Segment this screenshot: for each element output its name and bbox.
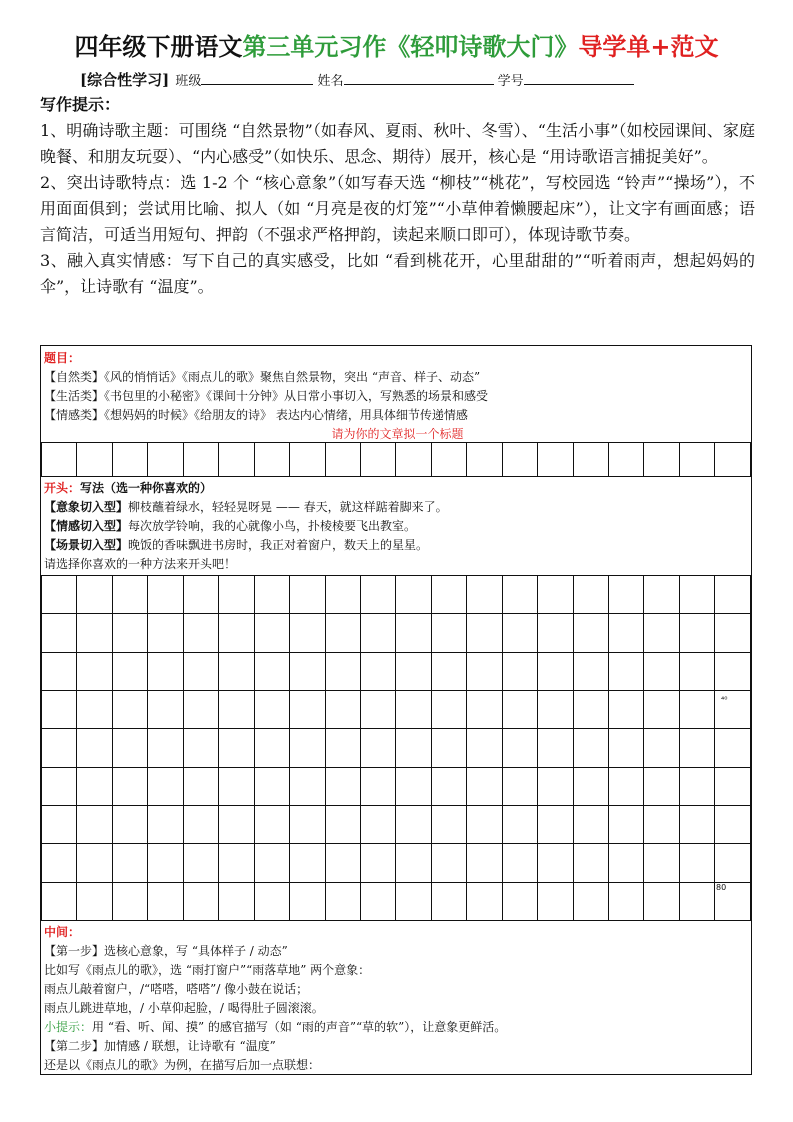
grid-cell[interactable] [609, 690, 644, 728]
grid-cell[interactable] [290, 882, 325, 920]
grid-cell[interactable] [679, 767, 714, 805]
grid-cell[interactable] [467, 882, 502, 920]
grid-cell[interactable] [396, 576, 431, 614]
grid-cell[interactable] [148, 805, 183, 843]
grid-cell[interactable] [254, 614, 289, 652]
class-label: 班级 [175, 74, 202, 89]
id-label: 学号 [497, 74, 524, 89]
grid-cell[interactable] [396, 844, 431, 882]
grid-cell[interactable] [290, 805, 325, 843]
grid-cell[interactable] [325, 443, 360, 477]
grid-cell[interactable] [573, 882, 608, 920]
grid-cell[interactable] [538, 767, 573, 805]
grid-cell[interactable] [644, 882, 679, 920]
grid-cell[interactable] [112, 805, 147, 843]
grid-cell[interactable] [679, 690, 714, 728]
grid-cell[interactable] [679, 844, 714, 882]
grid-cell[interactable] [679, 443, 714, 477]
name-field[interactable] [344, 70, 494, 85]
grid-cell[interactable] [573, 614, 608, 652]
grid-cell[interactable] [183, 805, 218, 843]
grid-cell[interactable] [325, 652, 360, 690]
grid-cell[interactable] [325, 882, 360, 920]
opening-text-image: 柳枝蘸着绿水，轻轻晃呀晃 —— 春天，就这样踮着脚来了。 [128, 500, 448, 514]
tips-heading: 写作提示： [40, 95, 121, 114]
grid-cell[interactable] [679, 882, 714, 920]
grid-cell[interactable] [431, 690, 466, 728]
grid-cell[interactable] [360, 614, 395, 652]
grid-cell[interactable] [219, 767, 254, 805]
grid-cell[interactable] [325, 844, 360, 882]
grid-cell[interactable] [360, 443, 395, 477]
grid-cell[interactable] [679, 576, 714, 614]
grid-cell[interactable] [219, 882, 254, 920]
grid-cell[interactable] [502, 882, 537, 920]
grid-cell[interactable] [431, 844, 466, 882]
grid-cell[interactable] [112, 844, 147, 882]
grid-cell[interactable] [77, 652, 112, 690]
class-field[interactable] [201, 70, 313, 85]
grid-cell[interactable] [609, 844, 644, 882]
grid-cell[interactable] [679, 805, 714, 843]
grid-cell[interactable] [42, 614, 77, 652]
grid-cell[interactable] [715, 844, 751, 882]
grid-cell[interactable] [290, 652, 325, 690]
grid-cell[interactable] [77, 690, 112, 728]
grid-row [42, 767, 751, 805]
grid-row [42, 729, 751, 767]
grid-cell[interactable] [77, 576, 112, 614]
grid-row [42, 844, 751, 882]
opening-section [41, 479, 751, 574]
middle-hint-label: 小提示： [44, 1020, 93, 1034]
grid-cell[interactable] [502, 729, 537, 767]
grid-cell[interactable] [360, 729, 395, 767]
tip-item-2: 2、突出诗歌特点：选 1-2 个 “核心意象”（如写春天选 “柳枝”“桃花”，写校园选 “铃声”“操场”），不用面面俱到；尝试用比喻、拟人（如 “月亮是夜的灯笼”“小草伸着懒腰起床”），让文字有画面感；语言简洁，可适当用短句、押韵（不强求严格押韵，读起来顺口即可），体现诗歌节奏。 [40, 173, 755, 244]
opening-tag-image: 【意象切入型】 [44, 500, 129, 514]
grid-cell[interactable] [502, 443, 537, 477]
grid-cell[interactable] [183, 443, 218, 477]
grid-cell[interactable] [290, 614, 325, 652]
opening-writing-grid[interactable] [41, 575, 751, 921]
grid-cell[interactable] [254, 729, 289, 767]
grid-cell[interactable] [396, 614, 431, 652]
grid-cell[interactable] [467, 576, 502, 614]
grid-cell[interactable] [112, 652, 147, 690]
grid-cell[interactable] [538, 729, 573, 767]
grid-cell[interactable] [112, 767, 147, 805]
grid-cell[interactable] [431, 652, 466, 690]
grid-cell[interactable] [290, 690, 325, 728]
grid-cell[interactable] [112, 882, 147, 920]
topic-line-emotion: 【情感类】《想妈妈的时候》《给朋友的诗》 表达内心情绪，用具体细节传递情感 [44, 408, 468, 422]
grid-cell[interactable] [573, 844, 608, 882]
middle-example-line-1: 雨点儿敲着窗户，/“嗒嗒，嗒嗒”/ 像小鼓在说话； [44, 982, 309, 996]
grid-cell[interactable] [254, 805, 289, 843]
grid-cell[interactable] [360, 652, 395, 690]
opening-prompt: 请选择你喜欢的一种方法来开头吧！ [44, 557, 237, 571]
grid-count-40: ⁴⁰ [721, 695, 728, 704]
grid-cell[interactable] [644, 443, 679, 477]
grid-row [42, 805, 751, 843]
grid-cell[interactable] [183, 652, 218, 690]
opening-subtitle: 写法（选一种你喜欢的） [80, 481, 213, 495]
grid-cell[interactable] [148, 844, 183, 882]
grid-cell[interactable] [325, 729, 360, 767]
grid-cell[interactable] [644, 729, 679, 767]
grid-cell[interactable] [360, 844, 395, 882]
tip-item-1: 1、明确诗歌主题：可围绕 “自然景物”（如春风、夏雨、秋叶、冬雪）、“生活小事”（如校园课间、家庭晚餐、和朋友玩耍）、“内心感受”（如快乐、思念、期待）展开，核心是 “用诗歌语言捕捉美好”。 [40, 121, 755, 166]
grid-cell[interactable] [609, 805, 644, 843]
middle-section [41, 923, 751, 1075]
grid-cell[interactable] [431, 729, 466, 767]
grid-cell[interactable] [254, 844, 289, 882]
grid-cell[interactable] [679, 652, 714, 690]
grid-cell[interactable] [77, 614, 112, 652]
grid-cell[interactable] [502, 652, 537, 690]
topic-label: 题目： [44, 351, 81, 365]
topic-line-nature: 【自然类】《风的悄悄话》《雨点儿的歌》聚焦自然景物，突出 “声音、样子、动态” [44, 370, 481, 384]
middle-label: 中间： [44, 925, 81, 939]
middle-step-1: 【第一步】选核心意象，写 “具体样子 / 动态” [44, 944, 288, 958]
grid-cell[interactable] [715, 652, 751, 690]
grid-cell[interactable] [219, 805, 254, 843]
grid-cell[interactable] [644, 844, 679, 882]
grid-count-80: 80 [716, 883, 727, 892]
grid-cell[interactable] [609, 443, 644, 477]
grid-cell[interactable] [644, 690, 679, 728]
grid-cell[interactable] [609, 767, 644, 805]
grid-cell[interactable] [502, 690, 537, 728]
grid-cell[interactable] [679, 729, 714, 767]
grid-cell[interactable] [148, 576, 183, 614]
grid-cell[interactable] [183, 767, 218, 805]
grid-cell[interactable] [219, 652, 254, 690]
grid-cell[interactable] [573, 576, 608, 614]
id-field[interactable] [524, 70, 634, 85]
grid-cell[interactable] [148, 882, 183, 920]
grid-cell[interactable] [715, 767, 751, 805]
grid-cell[interactable] [538, 844, 573, 882]
grid-cell[interactable] [431, 443, 466, 477]
grid-cell[interactable] [219, 576, 254, 614]
grid-cell[interactable] [148, 729, 183, 767]
grid-cell[interactable] [467, 767, 502, 805]
grid-cell[interactable] [609, 576, 644, 614]
middle-step-2: 【第二步】加情感 / 联想，让诗歌有 “温度” [44, 1039, 276, 1053]
middle-hint-text: 用 “看、听、闻、摸” 的感官描写（如 “雨的声音”“草的软”），让意象更鲜活。 [92, 1020, 507, 1034]
grid-cell[interactable] [254, 882, 289, 920]
grid-cell[interactable] [290, 767, 325, 805]
grid-cell[interactable] [644, 576, 679, 614]
grid-cell[interactable] [573, 805, 608, 843]
middle-example-line-2: 雨点儿跳进草地，/ 小草仰起脸，/ 喝得肚子圆滚滚。 [44, 1001, 324, 1015]
grid-cell[interactable] [396, 882, 431, 920]
grid-cell[interactable] [42, 576, 77, 614]
grid-cell[interactable] [502, 844, 537, 882]
grid-cell[interactable] [148, 690, 183, 728]
topic-section [41, 349, 751, 444]
grid-cell[interactable] [467, 652, 502, 690]
grid-cell[interactable] [42, 882, 77, 920]
grid-cell[interactable] [715, 805, 751, 843]
grid-cell[interactable] [42, 652, 77, 690]
grid-cell[interactable] [254, 652, 289, 690]
grid-cell[interactable] [644, 767, 679, 805]
grid-cell[interactable] [254, 690, 289, 728]
grid-cell[interactable] [42, 844, 77, 882]
name-label: 姓名 [317, 74, 344, 89]
title-suffix: 导学单+范文 [578, 32, 719, 61]
grid-cell[interactable] [112, 576, 147, 614]
title-unit: 第三单元习作《轻叩诗歌大门》 [242, 32, 579, 61]
student-info-line [80, 70, 760, 92]
grid-cell[interactable] [467, 805, 502, 843]
grid-cell[interactable] [77, 805, 112, 843]
grid-cell[interactable] [396, 805, 431, 843]
topic-prompt: 请为你的文章拟一个标题 [331, 427, 464, 441]
grid-cell[interactable] [467, 443, 502, 477]
page-title [0, 30, 793, 64]
grid-cell[interactable] [290, 844, 325, 882]
grid-cell[interactable] [148, 614, 183, 652]
grid-cell[interactable] [396, 729, 431, 767]
grid-cell[interactable] [467, 690, 502, 728]
grid-cell[interactable] [538, 690, 573, 728]
grid-cell[interactable] [360, 805, 395, 843]
grid-cell[interactable] [502, 767, 537, 805]
grid-cell[interactable] [467, 729, 502, 767]
grid-cell[interactable] [219, 443, 254, 477]
middle-step-2-intro: 还是以《雨点儿的歌》为例，在描写后加一点联想： [44, 1058, 321, 1072]
grid-cell[interactable] [219, 614, 254, 652]
grid-cell[interactable] [77, 443, 112, 477]
grid-cell[interactable] [396, 443, 431, 477]
grid-cell[interactable] [573, 690, 608, 728]
grid-cell[interactable] [396, 767, 431, 805]
grid-cell[interactable] [431, 614, 466, 652]
grid-cell[interactable] [148, 767, 183, 805]
grid-cell[interactable] [325, 767, 360, 805]
title-grade: 四年级下册语文 [74, 32, 243, 61]
grid-row [42, 882, 751, 920]
grid-cell[interactable] [183, 882, 218, 920]
grid-cell[interactable] [715, 443, 751, 477]
grid-cell[interactable] [77, 767, 112, 805]
writing-tips [40, 92, 755, 300]
grid-cell[interactable] [715, 614, 751, 652]
grid-cell[interactable] [254, 576, 289, 614]
grid-cell[interactable] [77, 729, 112, 767]
opening-label: 开头： [44, 481, 81, 495]
grid-cell[interactable] [644, 805, 679, 843]
grid-cell[interactable] [609, 882, 644, 920]
grid-cell[interactable] [42, 443, 77, 477]
grid-cell[interactable] [679, 614, 714, 652]
grid-cell[interactable] [609, 614, 644, 652]
category-label: [综合性学习] [80, 71, 170, 89]
grid-cell[interactable] [42, 729, 77, 767]
grid-cell[interactable] [183, 844, 218, 882]
grid-cell[interactable] [360, 576, 395, 614]
grid-cell[interactable] [325, 576, 360, 614]
grid-row [42, 614, 751, 652]
opening-text-scene: 晚饭的香味飘进书房时，我正对着窗户，数天上的星星。 [128, 538, 429, 552]
grid-cell[interactable] [42, 690, 77, 728]
grid-cell[interactable] [573, 729, 608, 767]
grid-cell[interactable] [609, 729, 644, 767]
grid-cell[interactable] [42, 767, 77, 805]
grid-cell[interactable] [325, 690, 360, 728]
grid-cell[interactable] [325, 805, 360, 843]
opening-tag-scene: 【场景切入型】 [44, 538, 129, 552]
grid-cell[interactable] [573, 443, 608, 477]
worksheet-box [40, 345, 752, 1075]
grid-row [42, 443, 751, 477]
grid-cell[interactable] [42, 805, 77, 843]
grid-cell[interactable] [77, 882, 112, 920]
grid-cell[interactable] [467, 844, 502, 882]
grid-cell[interactable] [538, 652, 573, 690]
middle-example-intro: 比如写《雨点儿的歌》，选 “雨打窗户”“雨落草地” 两个意象： [44, 963, 371, 977]
grid-cell[interactable] [715, 729, 751, 767]
grid-cell[interactable] [219, 690, 254, 728]
grid-cell[interactable] [254, 443, 289, 477]
grid-cell[interactable] [183, 729, 218, 767]
opening-text-emotion: 每次放学铃响，我的心就像小鸟，扑棱棱要飞出教室。 [128, 519, 417, 533]
grid-cell[interactable] [219, 729, 254, 767]
grid-cell[interactable] [715, 576, 751, 614]
grid-cell[interactable] [644, 614, 679, 652]
grid-cell[interactable] [538, 443, 573, 477]
grid-cell[interactable] [112, 729, 147, 767]
grid-cell[interactable] [290, 576, 325, 614]
grid-cell[interactable] [219, 844, 254, 882]
grid-cell[interactable] [112, 690, 147, 728]
grid-cell[interactable] [609, 652, 644, 690]
grid-cell[interactable] [360, 690, 395, 728]
grid-cell[interactable] [538, 576, 573, 614]
grid-cell[interactable] [502, 576, 537, 614]
grid-cell[interactable] [431, 882, 466, 920]
grid-cell[interactable] [431, 576, 466, 614]
grid-cell[interactable] [290, 443, 325, 477]
grid-cell[interactable] [396, 652, 431, 690]
grid-cell[interactable] [644, 652, 679, 690]
grid-cell[interactable] [183, 690, 218, 728]
grid-cell[interactable] [467, 614, 502, 652]
grid-cell[interactable] [538, 614, 573, 652]
grid-row [42, 690, 751, 728]
grid-cell[interactable] [112, 443, 147, 477]
grid-cell[interactable] [290, 729, 325, 767]
title-writing-grid[interactable] [41, 442, 751, 477]
grid-cell[interactable] [112, 614, 147, 652]
grid-cell[interactable] [396, 690, 431, 728]
grid-cell[interactable] [325, 614, 360, 652]
grid-cell[interactable] [502, 614, 537, 652]
grid-cell[interactable] [431, 805, 466, 843]
grid-cell[interactable] [148, 652, 183, 690]
grid-cell[interactable] [183, 614, 218, 652]
grid-cell[interactable] [254, 767, 289, 805]
grid-cell[interactable] [183, 576, 218, 614]
grid-cell[interactable] [538, 805, 573, 843]
grid-cell[interactable] [360, 767, 395, 805]
grid-cell[interactable] [148, 443, 183, 477]
grid-row [42, 652, 751, 690]
tip-item-3: 3、融入真实情感：写下自己的真实感受，比如 “看到桃花开，心里甜甜的”“听着雨声，想起妈妈的伞”，让诗歌有 “温度”。 [40, 251, 755, 296]
grid-row [42, 576, 751, 614]
grid-cell[interactable] [573, 652, 608, 690]
topic-line-life: 【生活类】《书包里的小秘密》《课间十分钟》从日常小事切入，写熟悉的场景和感受 [44, 389, 489, 403]
grid-cell[interactable] [538, 882, 573, 920]
grid-cell[interactable] [77, 844, 112, 882]
grid-cell[interactable] [431, 767, 466, 805]
grid-cell[interactable] [573, 767, 608, 805]
grid-cell[interactable] [360, 882, 395, 920]
opening-tag-emotion: 【情感切入型】 [44, 519, 129, 533]
grid-cell[interactable] [502, 805, 537, 843]
